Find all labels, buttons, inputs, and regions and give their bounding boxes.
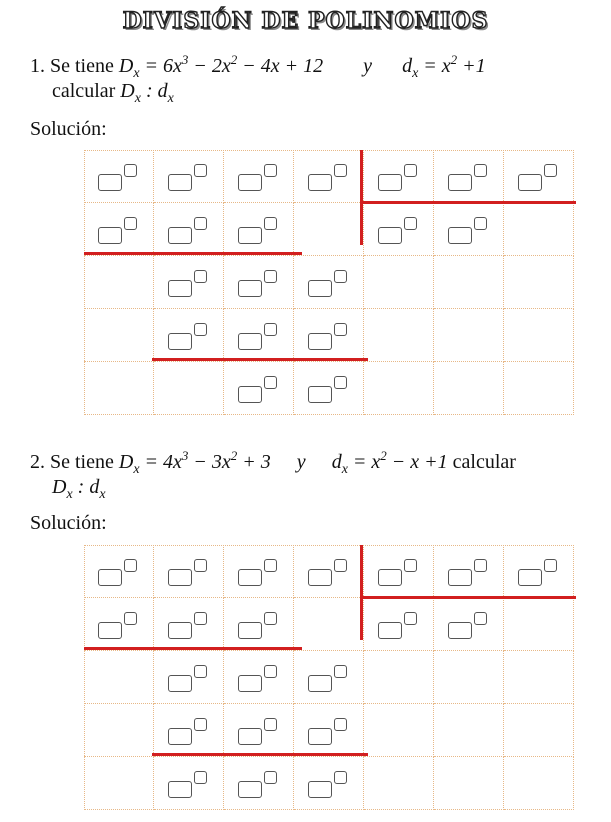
problem-1-number: 1. (30, 55, 45, 77)
exponent-input-box[interactable] (264, 270, 277, 283)
exponent-input-box[interactable] (264, 612, 277, 625)
coefficient-input-box[interactable] (168, 781, 192, 798)
exponent-input-box[interactable] (474, 217, 487, 230)
exponent-input-box[interactable] (124, 559, 137, 572)
problem-1-intro: Se tiene (50, 55, 114, 77)
coefficient-input-box[interactable] (238, 569, 262, 586)
grid-cell (504, 757, 574, 810)
divisor-2-expression: = $x^2 - x +1$ (352, 448, 448, 473)
quotient-1-expression: $D_x$ : $d_x$ (120, 80, 174, 106)
division-grid-2 (84, 545, 573, 811)
coefficient-input-box[interactable] (98, 569, 122, 586)
coefficient-input-box[interactable] (378, 622, 402, 639)
coefficient-input-box[interactable] (518, 569, 542, 586)
exponent-input-box[interactable] (194, 323, 207, 336)
exponent-input-box[interactable] (544, 164, 557, 177)
coefficient-input-box[interactable] (168, 728, 192, 745)
problem-1-calculate: calcular (52, 80, 116, 102)
coefficient-input-box[interactable] (308, 569, 332, 586)
coefficient-input-box[interactable] (98, 174, 122, 191)
exponent-input-box[interactable] (124, 164, 137, 177)
grid-cell (84, 256, 154, 309)
grid-cell (504, 203, 574, 256)
coefficient-input-box[interactable] (308, 675, 332, 692)
exponent-input-box[interactable] (544, 559, 557, 572)
problem-2-question (52, 476, 106, 503)
exponent-input-box[interactable] (474, 559, 487, 572)
coefficient-input-box[interactable] (308, 174, 332, 191)
exponent-input-box[interactable] (124, 612, 137, 625)
coefficient-input-box[interactable] (238, 386, 262, 403)
divisor-1-label: $d_x$ (402, 55, 419, 81)
grid-cell (434, 362, 504, 415)
dividend-1-expression: = $6x^3 - 2x^2 - 4x + 12$ (144, 52, 324, 77)
subtraction-rule-1 (84, 252, 302, 255)
exponent-input-box[interactable] (334, 718, 347, 731)
exponent-input-box[interactable] (264, 559, 277, 572)
exponent-input-box[interactable] (334, 771, 347, 784)
subtraction-rule-2 (152, 358, 368, 361)
exponent-input-box[interactable] (194, 612, 207, 625)
grid-cell (364, 256, 434, 309)
problem-2-statement (30, 448, 516, 478)
subtraction-rule-2 (152, 753, 368, 756)
exponent-input-box[interactable] (334, 323, 347, 336)
coefficient-input-box[interactable] (448, 569, 472, 586)
coefficient-input-box[interactable] (238, 728, 262, 745)
exponent-input-box[interactable] (334, 164, 347, 177)
grid-cell (364, 704, 434, 757)
coefficient-input-box[interactable] (98, 227, 122, 244)
exponent-input-box[interactable] (194, 771, 207, 784)
problem-2-and: y (296, 451, 306, 473)
exponent-input-box[interactable] (194, 164, 207, 177)
grid-cell (364, 651, 434, 704)
coefficient-input-box[interactable] (308, 333, 332, 350)
exponent-input-box[interactable] (264, 323, 277, 336)
grid-cell (434, 256, 504, 309)
coefficient-input-box[interactable] (378, 569, 402, 586)
exponent-input-box[interactable] (264, 665, 277, 678)
exponent-input-box[interactable] (334, 665, 347, 678)
grid-cell (84, 362, 154, 415)
exponent-input-box[interactable] (194, 559, 207, 572)
division-vertical-rule (360, 150, 363, 245)
grid-cell (84, 704, 154, 757)
coefficient-input-box[interactable] (308, 386, 332, 403)
coefficient-input-box[interactable] (238, 280, 262, 297)
quotient-2-expression: $D_x$ : $d_x$ (52, 476, 106, 502)
grid-cell (84, 757, 154, 810)
grid-cell (504, 704, 574, 757)
grid-cell (84, 309, 154, 362)
grid-cell (294, 598, 364, 651)
exponent-input-box[interactable] (264, 164, 277, 177)
grid-cell (504, 651, 574, 704)
exponent-input-box[interactable] (264, 217, 277, 230)
divisor-1-expression: = $x^2 +1$ (423, 52, 486, 77)
coefficient-input-box[interactable] (518, 174, 542, 191)
grid-cell (434, 757, 504, 810)
problem-1-question (52, 80, 174, 107)
coefficient-input-box[interactable] (238, 781, 262, 798)
coefficient-input-box[interactable] (168, 622, 192, 639)
grid-cell (364, 757, 434, 810)
coefficient-input-box[interactable] (238, 333, 262, 350)
problem-1-and: y (363, 55, 373, 77)
exponent-input-box[interactable] (474, 164, 487, 177)
grid-cell (364, 362, 434, 415)
exponent-input-box[interactable] (194, 217, 207, 230)
problem-2-number: 2. (30, 451, 45, 473)
exponent-input-box[interactable] (474, 612, 487, 625)
dividend-2-label: $D_x$ (118, 451, 140, 477)
exponent-input-box[interactable] (404, 559, 417, 572)
exponent-input-box[interactable] (194, 718, 207, 731)
division-grid-1 (84, 150, 573, 416)
coefficient-input-box[interactable] (448, 174, 472, 191)
solution-1-label: Solución: (30, 118, 107, 140)
coefficient-input-box[interactable] (378, 227, 402, 244)
grid-cell (84, 651, 154, 704)
exponent-input-box[interactable] (334, 559, 347, 572)
coefficient-input-box[interactable] (378, 174, 402, 191)
coefficient-input-box[interactable] (168, 174, 192, 191)
coefficient-input-box[interactable] (168, 675, 192, 692)
exponent-input-box[interactable] (264, 376, 277, 389)
coefficient-input-box[interactable] (238, 227, 262, 244)
division-vertical-rule (360, 545, 363, 640)
coefficient-input-box[interactable] (168, 280, 192, 297)
dividend-2-expression: = $4x^3 - 3x^2 + 3$ (144, 448, 271, 473)
coefficient-input-box[interactable] (238, 622, 262, 639)
exponent-input-box[interactable] (404, 164, 417, 177)
page-title: DIVISIÓN DE POLINOMIOS (122, 8, 489, 34)
coefficient-input-box[interactable] (168, 333, 192, 350)
coefficient-input-box[interactable] (98, 622, 122, 639)
grid-cell (504, 309, 574, 362)
grid-cell (364, 309, 434, 362)
exponent-input-box[interactable] (124, 217, 137, 230)
exponent-input-box[interactable] (334, 270, 347, 283)
division-bracket-rule (360, 201, 576, 204)
exponent-input-box[interactable] (404, 612, 417, 625)
grid-cell (434, 651, 504, 704)
grid-cell (504, 598, 574, 651)
grid-cell (434, 309, 504, 362)
coefficient-input-box[interactable] (308, 728, 332, 745)
dividend-1-label: $D_x$ (118, 55, 140, 81)
coefficient-input-box[interactable] (308, 781, 332, 798)
grid-cell (504, 256, 574, 309)
coefficient-input-box[interactable] (238, 174, 262, 191)
exponent-input-box[interactable] (194, 665, 207, 678)
exponent-input-box[interactable] (404, 217, 417, 230)
problem-2-calculate: calcular (452, 451, 516, 473)
problem-1-statement (30, 52, 486, 82)
exponent-input-box[interactable] (264, 771, 277, 784)
grid-cell (434, 704, 504, 757)
coefficient-input-box[interactable] (448, 227, 472, 244)
problem-2-intro: Se tiene (50, 451, 114, 473)
exponent-input-box[interactable] (264, 718, 277, 731)
coefficient-input-box[interactable] (308, 280, 332, 297)
division-bracket-rule (360, 596, 576, 599)
coefficient-input-box[interactable] (448, 622, 472, 639)
solution-2-label: Solución: (30, 512, 107, 534)
coefficient-input-box[interactable] (168, 227, 192, 244)
exponent-input-box[interactable] (194, 270, 207, 283)
subtraction-rule-1 (84, 647, 302, 650)
grid-cell (294, 203, 364, 256)
exponent-input-box[interactable] (334, 376, 347, 389)
coefficient-input-box[interactable] (168, 569, 192, 586)
coefficient-input-box[interactable] (238, 675, 262, 692)
grid-cell (504, 362, 574, 415)
grid-cell (154, 362, 224, 415)
divisor-2-label: $d_x$ (331, 451, 348, 477)
